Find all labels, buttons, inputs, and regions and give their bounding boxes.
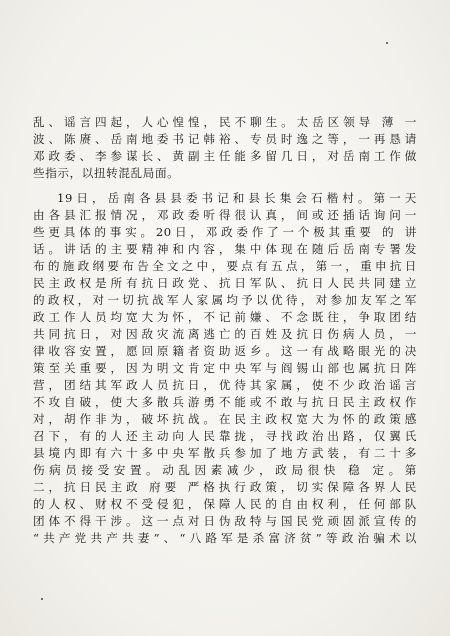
text-line: 律收容安置，愿回原籍者资助返乡。这一有战略眼光的决	[33, 344, 417, 358]
text-line: “共产党共产共妻”、“八路军是杀富济贫”等政治骗术以	[33, 531, 417, 545]
text-line: 团体不得干涉。这一点对日伪敌特与国民党顽固派宣传的	[33, 514, 417, 528]
text-line: 不攻自破，使大多散兵游勇不能或不敢与抗日民主政权作	[33, 395, 417, 409]
text-line: 话。讲话的主要精神和内容，集中体现在随后岳南专署发	[33, 242, 417, 256]
text-line: 些指示，以扭转混乱局面。	[33, 166, 180, 180]
text-line: 的人权、财权不受侵犯，保障人民的自由权利，任何部队	[33, 497, 417, 511]
text-line: 对，胡作非为，破坏抗战。在民主政权宽大为怀的政策感	[33, 412, 417, 426]
scan-speck	[386, 42, 388, 44]
text-line: 伤病员接受安置。动乱因素减少，政局很快 稳 定。第	[33, 463, 417, 477]
text-line: 由各县汇报情况，邓政委听得很认真，间或还插话询问一	[33, 208, 417, 222]
text-line: 乱、谣言四起，人心惶惶，民不聊生。太岳区领导 薄 一	[33, 115, 417, 129]
text-line: 策至关重要，因为明文肯定中央军与阎锡山部也属抗日阵	[33, 361, 417, 375]
text-line: 政工作人员均宽大为怀，不记前嫌、不念既往，争取团结	[33, 310, 417, 324]
text-line: 县境内即有六十多中央军散兵参加了地方武装，有二十多	[33, 446, 417, 460]
text-line: 共同抗日，对因敌灾流离逃亡的百姓及抗日伤病人员，一	[33, 327, 417, 341]
text-line: 布的施政纲要布告全文之中，要点有五点，第一，重申抗日	[33, 259, 417, 273]
text-line: 召下，有的人还主动向人民靠拢，寻找政治出路，仅翼氏	[33, 429, 417, 443]
text-line: 19日，岳南各县县委书记和县长集会石楷村。第一天	[57, 191, 417, 205]
text-line: 民主政权是所有抗日政党、抗日军队、抗日人民共同建立	[33, 276, 417, 290]
text-line: 些更具体的事实。20日，邓政委作了一个极其重要 的 讲	[33, 225, 417, 239]
text-line: 波、陈赓、岳南地委书记韩裕、专员时逸之等，一再恳请	[33, 132, 417, 146]
text-line: 邓政委、李参谋长、黄副主任能多留几日，对岳南工作做	[33, 149, 417, 163]
text-line: 营，团结其军政人员抗日，优待其家属，使不少政治谣言	[33, 378, 417, 392]
text-line: 二，抗日民主政 府要 严格执行政策，切实保障各界人民	[33, 480, 417, 494]
scan-speck	[41, 598, 43, 600]
text-line: 的政权，对一切抗战军人家属均予以优待，对参加友军之军	[33, 293, 417, 307]
